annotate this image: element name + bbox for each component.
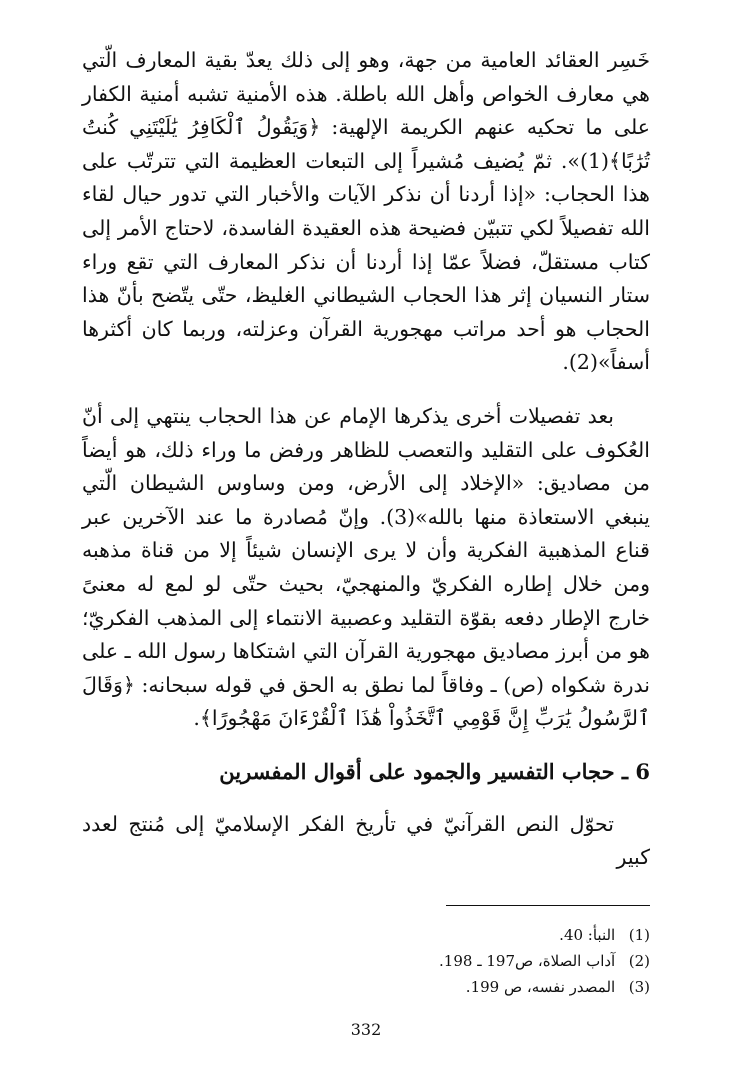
body-paragraph-2: بعد تفصيلات أخرى يذكرها الإمام عن هذا الحجاب ينتهي إلى أنّ العُكوف على التقليد والتعصب للظاهر ورفض ما وراء ذلك، هو أيضاً من مصاديق: «الإخلاد إلى الأرض، ومن وساوس الشيطان الّتي ينبغي الاستعاذة منها بالله»(3). وإنّ مُصادرة ما عند الآخرين عبر قناع المذهبية الفكرية وأن لا يرى الإنسان شيئاً إلا من قناة مذهبه ومن خلال إطاره الفكريّ والمنهجيّ، بحيث حتّى لو لمع له معنىً خارج الإطار دفعه بقوّة التقليد وعصبية الانتماء إلى المذهب الفكريّ؛ هو من أبرز مصاديق مهجورية القرآن التي اشتكاها رسول الله ـ على ندرة شكواه (ص) ـ وفاقاً لما نطق به الحق في قوله سبحانه: ﴿وَقَالَ ٱلرَّسُولُ يَٰرَبِّ إِنَّ قَوْمِي ٱتَّخَذُواْ هَٰذَا ٱلْقُرْءَانَ مَهْجُورًا﴾. (82, 403, 650, 731)
body-paragraph-1: خَسِر العقائد العامية من جهة، وهو إلى ذلك يعدّ بقية المعارف الّتي هي معارف الخواص وأهل الله باطلة. هذه الأمنية تشبه أمنية الكفار على ما تحكيه عنهم الكريمة الإلهية: ﴿وَيَقُولُ ٱلْكَافِرُ يَٰلَيْتَنِي كُنتُ تُرَٰبًا﴾(1)». ثمّ يُضيف مُشيراً إلى التبعات العظيمة التي تترتّب على هذا الحجاب: «إذا أردنا أن نذكر الآيات والأخبار التي تدور حيال لقاء الله تفصيلاً لكي تتبيّن فضيحة هذه العقيدة الفاسدة، لاحتاج الأمر إلى كتاب مستقلّ، فضلاً عمّا إذا أردنا أن نذكر المعارف التي تقع وراء ستار النسيان إثر هذا الحجاب الشيطاني الغليظ، حتّى يتّضح بأنّ هذا الحجاب هو أحد مراتب مهجورية القرآن وعزلته، وربما كان أكثرها أسفاً»(2). (82, 48, 650, 375)
footnote-number: (2) (628, 952, 650, 971)
footnote-item (82, 974, 650, 1000)
footnote-text: المصدر نفسه، ص 199. (465, 978, 616, 997)
page-number: 332 (350, 1020, 382, 1039)
footnote-item (82, 922, 650, 948)
footnote-text: النبأ: 40. (559, 926, 616, 945)
footnote-item (82, 948, 650, 974)
footnote-text: آداب الصلاة، ص197 ـ 198. (439, 952, 616, 971)
footnote-separator (446, 905, 650, 906)
footnotes (82, 922, 650, 1000)
body-paragraph-3: تحوّل النص القرآنيّ في تأريخ الفكر الإسلاميّ إلى مُنتج لعدد كبير (82, 811, 650, 870)
section-heading: 6 ـ حجاب التفسير والجمود على أقوال المفسرين (219, 758, 650, 784)
footnote-number: (1) (628, 926, 650, 945)
footnote-number: (3) (628, 978, 650, 997)
